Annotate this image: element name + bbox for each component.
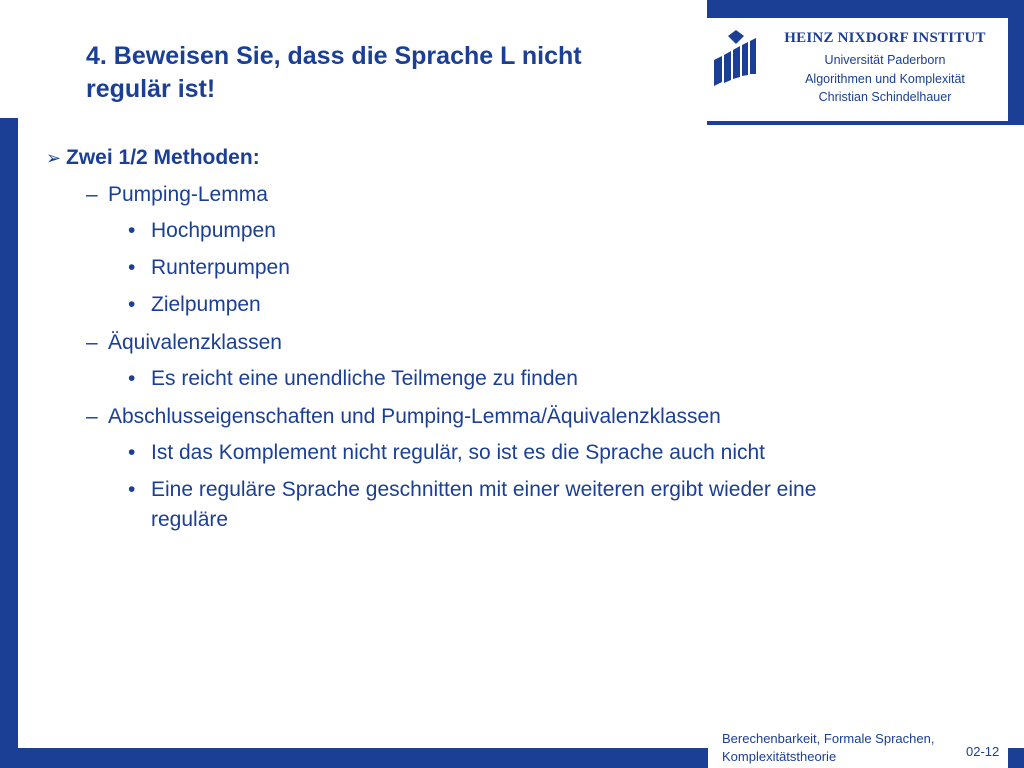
dot-bullet-icon: • <box>128 478 136 501</box>
list-item <box>44 287 994 324</box>
list-item <box>44 472 994 539</box>
dot-bullet-icon: • <box>128 441 136 464</box>
list-item <box>44 176 994 213</box>
dot-bullet-icon: • <box>128 293 136 316</box>
list-item <box>44 398 994 435</box>
list-item-text-line2: reguläre <box>151 508 229 531</box>
list-item-text: Ist das Komplement nicht regulär, so ist es die Sprache auch nicht <box>151 441 765 464</box>
list-item-text: Pumping-Lemma <box>108 183 268 206</box>
list-item <box>44 213 994 250</box>
main-point-text: Zwei 1/2 Methoden: <box>66 146 260 169</box>
arrow-bullet-icon: ➢ <box>46 148 62 168</box>
list-item <box>44 361 994 398</box>
list-item-text: Runterpumpen <box>151 256 290 279</box>
right-frame-bar <box>1008 0 1024 125</box>
slide-title <box>86 40 686 106</box>
slide-title-line2: regulär ist! <box>86 75 216 103</box>
course-name-line1: Berechenbarkeit, Formale Sprachen, <box>722 731 935 746</box>
dash-bullet-icon: – <box>86 331 98 354</box>
slide-title-line1: 4. Beweisen Sie, dass die Sprache L nicht <box>86 42 582 70</box>
list-item <box>44 435 994 472</box>
university-logo-icon <box>714 30 758 86</box>
dash-bullet-icon: – <box>86 183 98 206</box>
dot-bullet-icon: • <box>128 219 136 242</box>
list-item <box>44 324 994 361</box>
list-item <box>44 250 994 287</box>
page-number: 02-12 <box>966 744 1000 759</box>
dot-bullet-icon: • <box>128 367 136 390</box>
research-group: Algorithmen und Komplexität <box>805 72 965 86</box>
author-name: Christian Schindelhauer <box>818 90 952 104</box>
university-name: Universität Paderborn <box>824 53 946 67</box>
list-item-text: Äquivalenzklassen <box>108 331 282 354</box>
left-frame-bar <box>0 118 18 768</box>
list-item-text: Zielpumpen <box>151 293 261 316</box>
dot-bullet-icon: • <box>128 256 136 279</box>
slide-content <box>44 140 994 539</box>
dash-bullet-icon: – <box>86 405 98 428</box>
course-name-line2: Komplexitätstheorie <box>722 749 837 764</box>
course-name <box>722 730 992 766</box>
institute-name: HEINZ NIXDORF INSTITUT <box>784 30 986 46</box>
list-item-text-line1: Eine reguläre Sprache geschnitten mit einer weiteren ergibt wieder eine <box>151 478 817 501</box>
main-point <box>44 140 994 176</box>
list-item-text: Abschlusseigenschaften und Pumping-Lemma/Äquivalenzklassen <box>108 405 721 428</box>
list-item-text: Hochpumpen <box>151 219 276 242</box>
list-item-text: Es reicht eine unendliche Teilmenge zu finden <box>151 367 578 390</box>
